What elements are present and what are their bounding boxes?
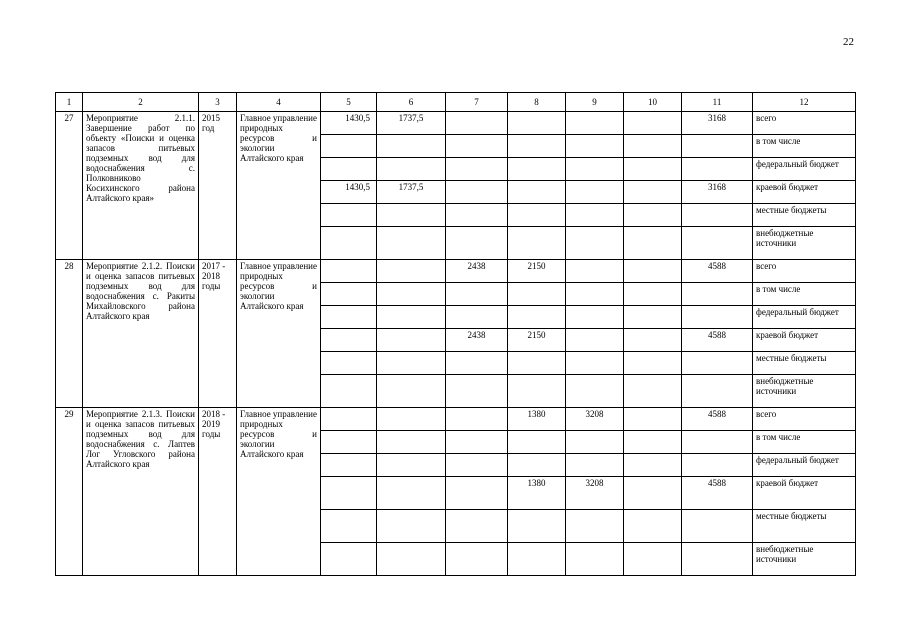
- amount-cell-col5: [321, 306, 377, 329]
- amount-cell-col5: [321, 510, 377, 543]
- amount-cell-col11: [682, 454, 753, 477]
- amount-cell-col5: [321, 408, 377, 431]
- row-number-cell: 29: [56, 408, 83, 576]
- funding-source-cell: всего: [753, 260, 856, 283]
- amount-cell-col8: [508, 306, 566, 329]
- amount-cell-col9: [566, 112, 624, 135]
- amount-cell-col9: [566, 260, 624, 283]
- funding-source-cell: федеральный бюджет: [753, 158, 856, 181]
- amount-cell-col5: [321, 135, 377, 158]
- column-header: 10: [624, 93, 682, 112]
- amount-cell-col6: [377, 510, 446, 543]
- amount-cell-col8: [508, 375, 566, 408]
- period-cell: 2017 - 2018 годы: [199, 260, 237, 408]
- amount-cell-col10: [624, 408, 682, 431]
- amount-cell-col9: [566, 543, 624, 576]
- amount-cell-col6: [377, 306, 446, 329]
- amount-cell-col8: [508, 352, 566, 375]
- amount-cell-col8: [508, 112, 566, 135]
- amount-cell-col7: [446, 112, 508, 135]
- amount-cell-col10: [624, 227, 682, 260]
- amount-cell-col8: [508, 543, 566, 576]
- column-header: 8: [508, 93, 566, 112]
- amount-cell-col9: [566, 329, 624, 352]
- period-cell: 2018 - 2019 годы: [199, 408, 237, 576]
- amount-cell-col5: [321, 477, 377, 510]
- funding-source-cell: внебюджетные источники: [753, 375, 856, 408]
- amount-cell-col5: [321, 204, 377, 227]
- amount-cell-col10: [624, 543, 682, 576]
- amount-cell-col9: [566, 454, 624, 477]
- amount-cell-col7: [446, 283, 508, 306]
- amount-cell-col5: [321, 227, 377, 260]
- funding-source-cell: федеральный бюджет: [753, 306, 856, 329]
- period-cell: 2015 год: [199, 112, 237, 260]
- row-number-cell: 28: [56, 260, 83, 408]
- amount-cell-col10: [624, 477, 682, 510]
- funding-source-cell: краевой бюджет: [753, 477, 856, 510]
- amount-cell-col5: [321, 375, 377, 408]
- column-header: 2: [83, 93, 199, 112]
- amount-cell-col7: [446, 408, 508, 431]
- amount-cell-col11: 4588: [682, 260, 753, 283]
- amount-cell-col7: 2438: [446, 329, 508, 352]
- amount-cell-col5: [321, 454, 377, 477]
- amount-cell-col6: [377, 135, 446, 158]
- amount-cell-col10: [624, 306, 682, 329]
- funding-source-cell: всего: [753, 112, 856, 135]
- executor-cell: Главное управление природных ресурсов и экологии Алтайского края: [237, 260, 321, 408]
- amount-cell-col9: 3208: [566, 408, 624, 431]
- amount-cell-col9: [566, 158, 624, 181]
- funding-source-cell: в том числе: [753, 135, 856, 158]
- amount-cell-col10: [624, 454, 682, 477]
- amount-cell-col11: 4588: [682, 329, 753, 352]
- funding-source-cell: местные бюджеты: [753, 204, 856, 227]
- funding-source-cell: всего: [753, 408, 856, 431]
- amount-cell-col9: [566, 375, 624, 408]
- amount-cell-col10: [624, 204, 682, 227]
- amount-cell-col11: 3168: [682, 112, 753, 135]
- amount-cell-col10: [624, 260, 682, 283]
- amount-cell-col8: 1380: [508, 477, 566, 510]
- amount-cell-col9: [566, 306, 624, 329]
- amount-cell-col8: [508, 158, 566, 181]
- amount-cell-col7: [446, 352, 508, 375]
- amount-cell-col8: [508, 181, 566, 204]
- amount-cell-col8: 2150: [508, 329, 566, 352]
- amount-cell-col7: [446, 543, 508, 576]
- column-header: 11: [682, 93, 753, 112]
- amount-cell-col6: [377, 543, 446, 576]
- amount-cell-col11: [682, 375, 753, 408]
- amount-cell-col7: 2438: [446, 260, 508, 283]
- amount-cell-col6: [377, 408, 446, 431]
- amount-cell-col6: [377, 431, 446, 454]
- amount-cell-col6: [377, 260, 446, 283]
- funding-source-cell: внебюджетные источники: [753, 227, 856, 260]
- amount-cell-col8: 1380: [508, 408, 566, 431]
- amount-cell-col11: [682, 283, 753, 306]
- amount-cell-col6: [377, 158, 446, 181]
- column-header: 4: [237, 93, 321, 112]
- amount-cell-col5: 1430,5: [321, 112, 377, 135]
- column-header: 6: [377, 93, 446, 112]
- amount-cell-col11: [682, 158, 753, 181]
- amount-cell-col11: [682, 227, 753, 260]
- amount-cell-col8: [508, 283, 566, 306]
- amount-cell-col9: [566, 283, 624, 306]
- amount-cell-col7: [446, 227, 508, 260]
- column-header: 3: [199, 93, 237, 112]
- table-row: [56, 112, 856, 135]
- column-header: 12: [753, 93, 856, 112]
- amount-cell-col10: [624, 181, 682, 204]
- table-row: [56, 260, 856, 283]
- funding-source-cell: внебюджетные источники: [753, 543, 856, 576]
- amount-cell-col11: [682, 306, 753, 329]
- amount-cell-col7: [446, 477, 508, 510]
- amount-cell-col11: [682, 431, 753, 454]
- amount-cell-col10: [624, 431, 682, 454]
- amount-cell-col8: [508, 204, 566, 227]
- amount-cell-col6: [377, 204, 446, 227]
- amount-cell-col8: [508, 227, 566, 260]
- funding-source-cell: федеральный бюджет: [753, 454, 856, 477]
- amount-cell-col11: [682, 510, 753, 543]
- amount-cell-col7: [446, 181, 508, 204]
- amount-cell-col5: [321, 260, 377, 283]
- amount-cell-col6: 1737,5: [377, 181, 446, 204]
- funding-source-cell: краевой бюджет: [753, 329, 856, 352]
- amount-cell-col6: [377, 477, 446, 510]
- program-table: [55, 92, 856, 576]
- amount-cell-col10: [624, 158, 682, 181]
- amount-cell-col8: [508, 454, 566, 477]
- amount-cell-col8: [508, 135, 566, 158]
- amount-cell-col5: [321, 543, 377, 576]
- amount-cell-col7: [446, 204, 508, 227]
- amount-cell-col9: 3208: [566, 477, 624, 510]
- amount-cell-col6: [377, 283, 446, 306]
- amount-cell-col9: [566, 227, 624, 260]
- amount-cell-col7: [446, 510, 508, 543]
- amount-cell-col11: [682, 135, 753, 158]
- table-row: [56, 408, 856, 431]
- amount-cell-col7: [446, 158, 508, 181]
- amount-cell-col10: [624, 375, 682, 408]
- amount-cell-col7: [446, 306, 508, 329]
- amount-cell-col6: [377, 329, 446, 352]
- executor-cell: Главное управление природных ресурсов и экологии Алтайского края: [237, 408, 321, 576]
- amount-cell-col5: [321, 352, 377, 375]
- amount-cell-col10: [624, 329, 682, 352]
- table-body: [56, 93, 856, 576]
- amount-cell-col11: [682, 543, 753, 576]
- amount-cell-col10: [624, 510, 682, 543]
- amount-cell-col7: [446, 454, 508, 477]
- column-header: 5: [321, 93, 377, 112]
- amount-cell-col8: [508, 431, 566, 454]
- amount-cell-col6: 1737,5: [377, 112, 446, 135]
- amount-cell-col9: [566, 352, 624, 375]
- amount-cell-col10: [624, 135, 682, 158]
- amount-cell-col11: 4588: [682, 477, 753, 510]
- executor-cell: Главное управление природных ресурсов и экологии Алтайского края: [237, 112, 321, 260]
- amount-cell-col10: [624, 283, 682, 306]
- amount-cell-col8: [508, 510, 566, 543]
- amount-cell-col9: [566, 431, 624, 454]
- column-header: 7: [446, 93, 508, 112]
- funding-source-cell: местные бюджеты: [753, 352, 856, 375]
- column-header: 1: [56, 93, 83, 112]
- amount-cell-col9: [566, 204, 624, 227]
- funding-source-cell: краевой бюджет: [753, 181, 856, 204]
- funding-source-cell: местные бюджеты: [753, 510, 856, 543]
- page-number: 22: [843, 36, 854, 48]
- amount-cell-col5: 1430,5: [321, 181, 377, 204]
- amount-cell-col7: [446, 431, 508, 454]
- amount-cell-col9: [566, 510, 624, 543]
- measure-cell: Мероприятие 2.1.1. Завершение работ по объекту «Поиски и оценка запасов питьевых подземных вод для водоснабжения с. Полковниково Косихинского района Алтайского края»: [83, 112, 199, 260]
- amount-cell-col7: [446, 135, 508, 158]
- amount-cell-col10: [624, 352, 682, 375]
- funding-source-cell: в том числе: [753, 431, 856, 454]
- amount-cell-col6: [377, 454, 446, 477]
- measure-cell: Мероприятие 2.1.2. Поиски и оценка запасов питьевых подземных вод для водоснабжения с. Ракиты Михайловского района Алтайского края: [83, 260, 199, 408]
- amount-cell-col7: [446, 375, 508, 408]
- amount-cell-col9: [566, 181, 624, 204]
- amount-cell-col11: [682, 204, 753, 227]
- measure-cell: Мероприятие 2.1.3. Поиски и оценка запасов питьевых подземных вод для водоснабжения с. Лаптев Лог Угловского района Алтайского края: [83, 408, 199, 576]
- amount-cell-col8: 2150: [508, 260, 566, 283]
- amount-cell-col5: [321, 158, 377, 181]
- amount-cell-col5: [321, 329, 377, 352]
- funding-source-cell: в том числе: [753, 283, 856, 306]
- amount-cell-col6: [377, 227, 446, 260]
- column-number-row: [56, 93, 856, 112]
- amount-cell-col11: 3168: [682, 181, 753, 204]
- amount-cell-col6: [377, 375, 446, 408]
- amount-cell-col5: [321, 431, 377, 454]
- amount-cell-col9: [566, 135, 624, 158]
- amount-cell-col5: [321, 283, 377, 306]
- amount-cell-col11: [682, 352, 753, 375]
- row-number-cell: 27: [56, 112, 83, 260]
- amount-cell-col6: [377, 352, 446, 375]
- amount-cell-col11: 4588: [682, 408, 753, 431]
- column-header: 9: [566, 93, 624, 112]
- amount-cell-col10: [624, 112, 682, 135]
